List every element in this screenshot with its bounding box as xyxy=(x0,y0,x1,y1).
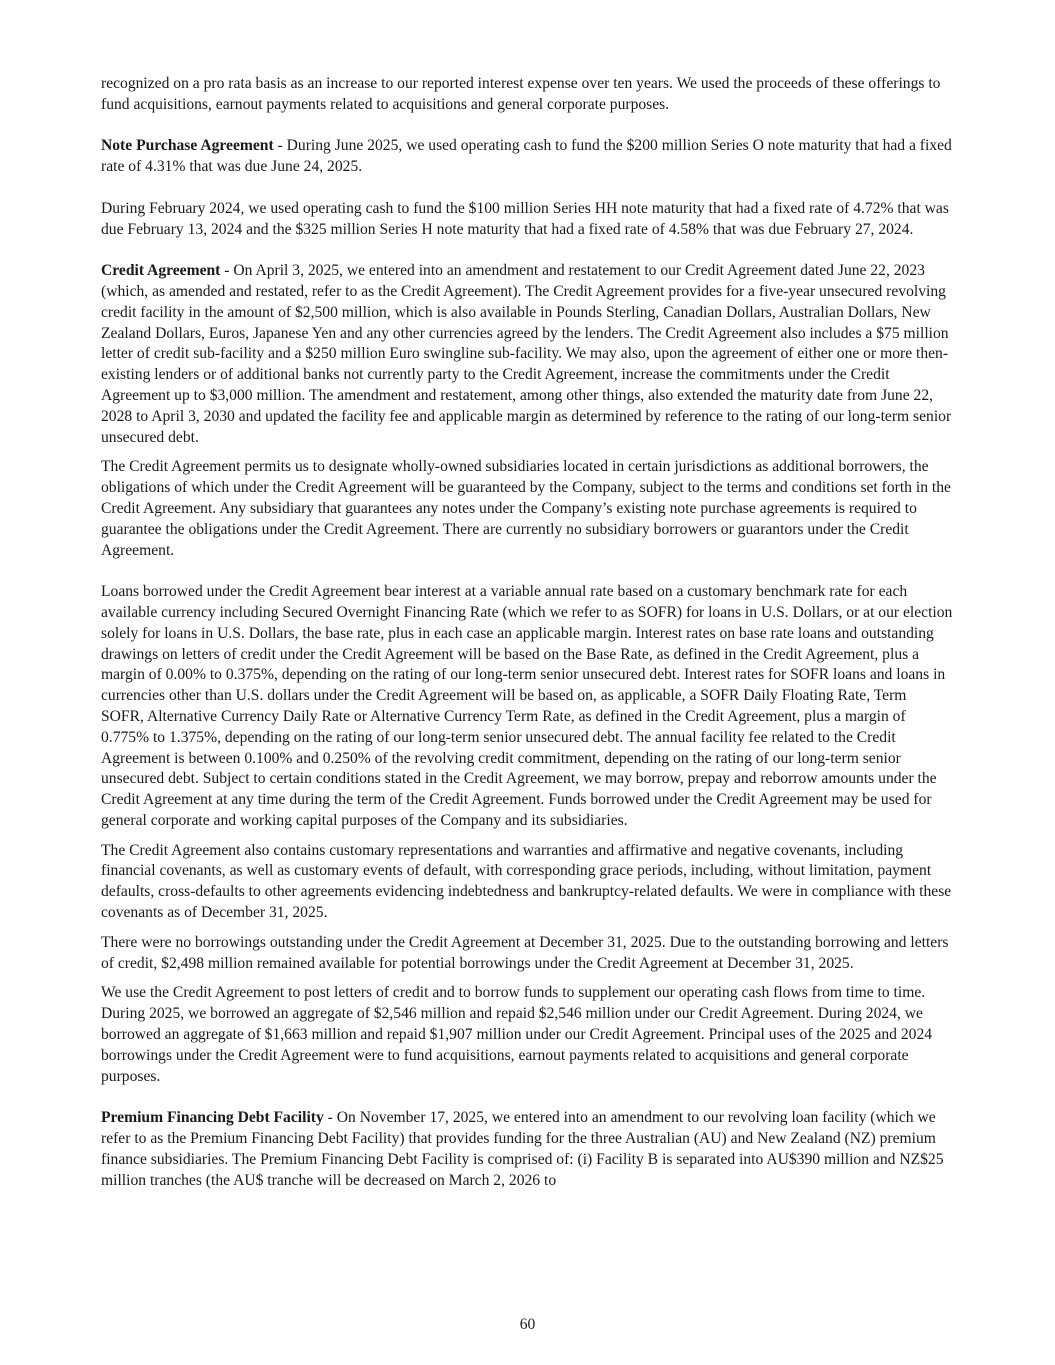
paragraph-borrowings-outstanding: There were no borrowings outstanding under the Credit Agreement at December 31, 2025. Due to the outstanding borrowing and letters of credit, $2,498 million remained available for potential borrowings under the Credit Agreement at December 31, 2025. xyxy=(101,933,949,972)
paragraph-offerings: recognized on a pro rata basis as an increase to our reported interest expense over ten years. We used the proceeds of these offerings to fund acquisitions, earnout payments related to acquisitions and general corporate purposes. xyxy=(101,75,941,113)
paragraph-credit-usage: We use the Credit Agreement to post letters of credit and to borrow funds to supplement our operating cash flows from time to time. During 2025, we borrowed an aggregate of $2,546 million and repaid $2,546 million under our Credit Agreement. During 2024, we borrowed an aggregate of $1,663 million and repaid $1,907 million under our Credit Agreement. Principal uses of the 2025 and 2024 borrowings under the Credit Agreement were to fund acquisitions, earnout payments related to acquisitions and general corporate purposes. xyxy=(101,984,933,1085)
heading-credit-agreement: Credit Agreement xyxy=(101,262,221,280)
text-credit-agreement: - On April 3, 2025, we entered into an amendment and restatement to our Credit Agreement dated June 22, 2023 (which, as amended and restated, refer to as the Credit Agreement). The Credit Agreement provides for a five-year unsecured revolving credit facility in the amount of $2,500 million, which is also available in Pounds Sterling, Canadian Dollars, Australian Dollars, New Zealand Dollars, Euros, Japanese Yen and any other currencies agreed by the lenders. The Credit Agreement also includes a $75 million letter of credit sub-facility and a $250 million Euro swingline sub-facility. We may also, upon the agreement of either one or more then-existing lenders or of additional banks not currently party to the Credit Agreement, increase the commitments under the Credit Agreement up to $3,000 million. The amendment and restatement, among other things, also extended the maturity date from June 22, 2028 to April 3, 2030 and updated the facility fee and applicable margin as determined by reference to the rating of our long-term senior unsecured debt. xyxy=(101,262,952,446)
paragraph-premium-financing xyxy=(101,1108,953,1191)
heading-note-purchase-agreement: Note Purchase Agreement xyxy=(101,137,274,155)
paragraph-credit-agreement xyxy=(101,261,953,448)
text-note-purchase-agreement: - During June 2025, we used operating cash to fund the $200 million Series O note maturity that had a fixed rate of 4.31% that was due June 24, 2025. xyxy=(101,137,952,176)
paragraph-note-purchase-agreement xyxy=(101,136,953,178)
document-body xyxy=(101,74,953,1191)
paragraph-subsidiary-borrowers: The Credit Agreement permits us to designate wholly-owned subsidiaries located in certain jurisdictions as additional borrowers, the obligations of which under the Credit Agreement will be guaranteed by the Company, subject to the terms and conditions set forth in the Credit Agreement. Any subsidiary that guarantees any notes under the Company’s existing note purchase agreements is required to guarantee the obligations under the Credit Agreement. There are currently no subsidiary borrowers or guarantors under the Credit Agreement. xyxy=(101,458,951,559)
paragraph-february-2024: During February 2024, we used operating cash to fund the $100 million Series HH note maturity that had a fixed rate of 4.72% that was due February 13, 2024 and the $325 million Series H note maturity that had a fixed rate of 4.58% that was due February 27, 2024. xyxy=(101,199,949,238)
paragraph-loan-interest: Loans borrowed under the Credit Agreement bear interest at a variable annual rate based on a customary benchmark rate for each available currency including Secured Overnight Financing Rate (which we refer to as SOFR) for loans in U.S. Dollars, or at our election solely for loans in U.S. Dollars, the base rate, plus in each case an applicable margin. Interest rates on base rate loans and outstanding drawings on letters of credit under the Credit Agreement will be based on the Base Rate, as defined in the Credit Agreement, plus a margin of 0.00% to 0.375%, depending on the rating of our long-term senior unsecured debt. Interest rates for SOFR loans and loans in currencies other than U.S. dollars under the Credit Agreement will be based on, as applicable, a SOFR Daily Floating Rate, Term SOFR, Alternative Currency Daily Rate or Alternative Currency Term Rate, as defined in the Credit Agreement, plus a margin of 0.775% to 1.375%, depending on the rating of our long-term senior unsecured debt. The annual facility fee related to the Credit Agreement is between 0.100% and 0.250% of the revolving credit commitment, depending on the rating of our long-term senior unsecured debt. Subject to certain conditions stated in the Credit Agreement, we may borrow, prepay and reborrow amounts under the Credit Agreement at any time during the term of the Credit Agreement. Funds borrowed under the Credit Agreement may be used for general corporate and working capital purposes of the Company and its subsidiaries. xyxy=(101,583,953,829)
page-number: 60 xyxy=(519,1316,536,1333)
heading-premium-financing: Premium Financing Debt Facility xyxy=(101,1109,324,1127)
text-premium-financing: - On November 17, 2025, we entered into an amendment to our revolving loan facility (which we refer to as the Premium Financing Debt Facility) that provides funding for the three Australian (AU) and New Zealand (NZ) premium finance subsidiaries. The Premium Financing Debt Facility is comprised of: (i) Facility B is separated into AU$390 million and NZ$25 million tranches (the AU$ tranche will be decreased on March 2, 2026 to xyxy=(101,1109,944,1189)
paragraph-covenants: The Credit Agreement also contains customary representations and warranties and affirmative and negative covenants, including financial covenants, as well as customary events of default, with corresponding grace periods, including, without limitation, payment defaults, cross-defaults to other agreements evidencing indebtedness and bankruptcy-related defaults. We were in compliance with these covenants as of December 31, 2025. xyxy=(101,841,952,922)
